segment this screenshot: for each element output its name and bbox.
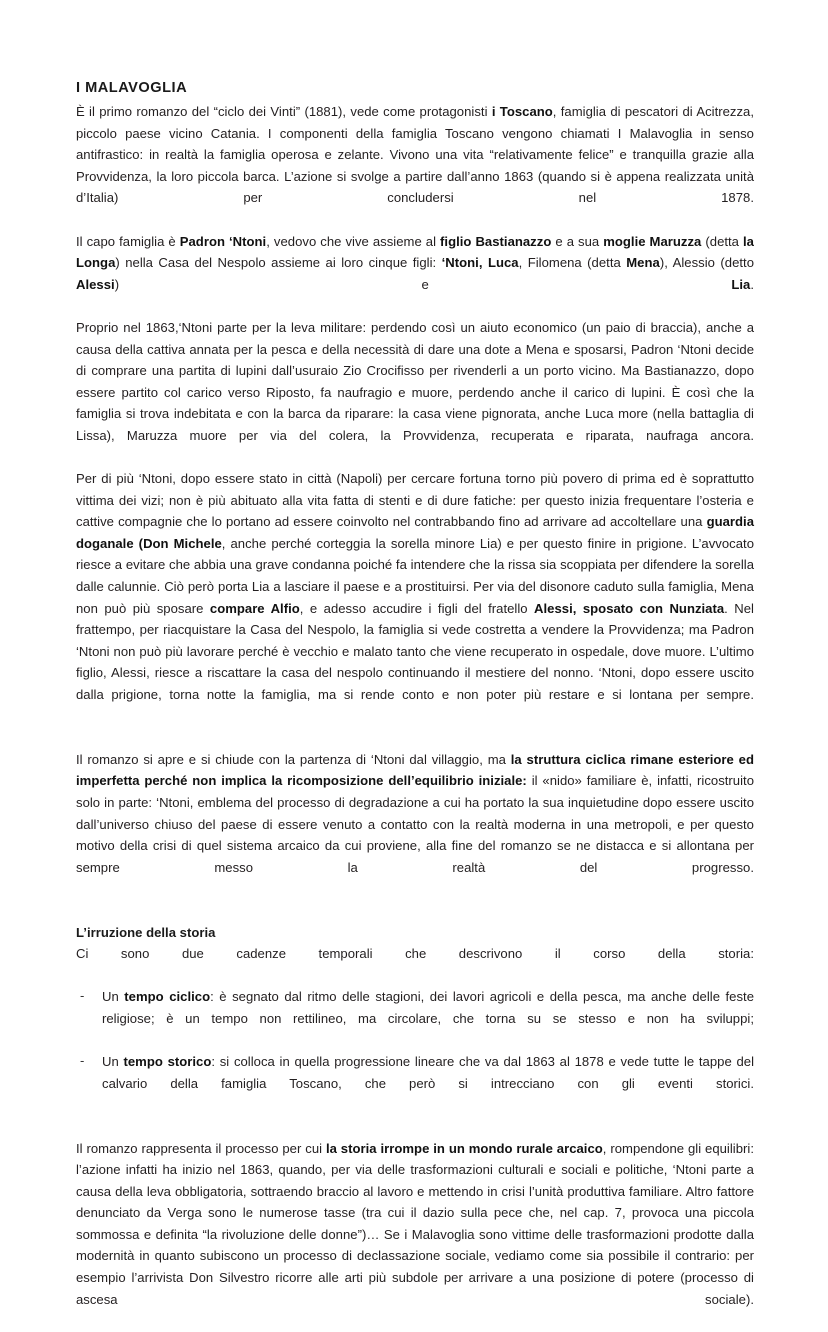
temporal-cadence-list	[76, 986, 754, 1116]
paragraph: È il primo romanzo del “ciclo dei Vinti” (1881), vede come protagonisti i Toscano, famiglia di pescatori di Acitrezza, piccolo paese vicino Catania. I componenti della famiglia Toscano vengono chiamati I Malavoglia in senso antifrastico: in realtà la famiglia operosa e zelante. Vivono una vita “relativamente felice” e tranquilla grazie alla Provvidenza, la loro piccola barca. L’azione si svolge a partire dall’anno 1863 (quando si è appena realizzata unità d’Italia) per concludersi nel 1878.	[76, 104, 754, 206]
document-body	[76, 78, 754, 1332]
emphasis-text: la Longa	[76, 233, 754, 271]
emphasis-text: i Toscano	[491, 104, 553, 119]
emphasis-text: tempo ciclico	[124, 989, 211, 1005]
emphasis-text: la storia irrompe in un mondo rurale arcaico	[325, 1140, 603, 1156]
paragraph: Per di più ‘Ntoni, dopo essere stato in città (Napoli) per cercare fortuna torno più povero di prima ed è soprattutto vittima dei vizi; non è più abituato alla vita fatta di stenti e di dure fatiche: per questo inizia frequentare l’osteria e cattive compagnie che lo portano ad essere coinvolto nel contrabbando fino ad arrivare ad accoltellare una guardia doganale (Don Michele, anche perché corteggia la sorella minore Lia) e per questo finire in prigione. L’avvocato riesce a evitare che abbia una grave condanna poiché fa intendere che la rissa sia scoppiata per difendere la sorella dalle calunnie. Ciò però porta Lia a lasciare il paese e a prostituirsi. Per via del disonore caduto sulla famiglia, Mena non può più sposare compare Alfio, e adesso accudire i figli del fratello Alessi, sposato con Nunziata. Nel frattempo, per riacquistare la Casa del Nespolo, la famiglia si vede costretta a vendere la Provvidenza; ma Padron ‘Ntoni non può più lavorare perché è vecchio e malato tanto che viene recuperato in ospedale, dove muore. L’ultimo figlio, Alessi, riesce a riscattare la casa del nespolo continuando il mestiere del nonno. ‘Ntoni, dopo essere uscito dalla prigione, torna notte la famiglia, ma si rende conto e non poter più restare e si lontana per sempre.	[76, 471, 754, 703]
emphasis-text: Alessi	[76, 276, 115, 292]
closing-paragraph: Il romanzo rappresenta il processo per cui la storia irrompe in un mondo rurale arcaico, rompendone gli equilibri: l’azione infatti ha inizio nel 1863, quando, per via delle trasformazioni culturali e sociali e politiche, ‘Ntoni parte a causa della leva obbligatoria, sottraendo braccio al lavoro e mettendo in crisi l’unità produttiva familiare. Altro fattore denunciato da Verga sono le numerose tasse (tra cui il dazio sulla pece che, nel cap. 7, provoca una piccola sommossa e definita “la rivoluzione delle donne”)… Se i Malavoglia sono vittime delle trasformazioni prodotte dalla modernità in quanto subiscono un processo di declassazione sociale, vediamo come sia possibile il contrario: per esempio l’arrivista Don Silvestro ricorre alle arti più subdole per arrivare a una posizione di potere (processo di ascesa sociale).	[76, 1140, 754, 1307]
emphasis-text: la struttura ciclica rimane esteriore ed imperfetta perché non implica la ricomposizione dell’equilibrio iniziale:	[76, 751, 754, 789]
dash-bullet-icon: -	[80, 1053, 85, 1069]
narrative-paragraphs	[76, 101, 754, 900]
section-intro-line: Ci sono due cadenze temporali che descrivono il corso della storia:	[76, 946, 754, 962]
paragraph: Il romanzo si apre e si chiude con la partenza di ‘Ntoni dal villaggio, ma la struttura ciclica rimane esteriore ed imperfetta perché non implica la ricomposizione dell’equilibrio iniziale: il «nido» familiare è, infatti, ricostruito solo in parte: ‘Ntoni, emblema del processo di degradazione a cui ha portato la sua inquietudine dopo essere uscito dall’universo chiuso del paese di essere venuto a contatto con la realtà moderna in una metropoli, e per questo motivo della crisi di quel sistema arcaico da cui proviene, alla fine del romanzo se ne distacca e si allontana per sempre messo la realtà del progresso.	[76, 751, 754, 875]
emphasis-text: guardia doganale (Don Michele	[76, 514, 754, 551]
emphasis-text: tempo storico	[123, 1054, 212, 1070]
emphasis-text: Lia	[731, 276, 751, 292]
closing-paragraph-container	[76, 1138, 754, 1332]
page-title: I MALAVOGLIA	[76, 80, 188, 96]
emphasis-text: moglie Maruzza	[603, 233, 702, 249]
list-item: - Un tempo storico: si colloca in quella progressione lineare che va dal 1863 al 1878 e vede tutte le tappe del calvario della famiglia Toscano, che però si intrecciano con gli eventi storici.	[76, 1051, 754, 1116]
emphasis-text: Padron ‘Ntoni	[179, 233, 267, 249]
emphasis-text: ‘Ntoni, Luca	[441, 255, 519, 271]
emphasis-text: Mena	[626, 255, 660, 271]
emphasis-text: Alessi, sposato con Nunziata	[534, 600, 725, 616]
paragraph: Il capo famiglia è Padron ‘Ntoni, vedovo che vive assieme al figlio Bastianazzo e a sua moglie Maruzza (detta la Longa) nella Casa del Nespolo assieme ai loro cinque figli: ‘Ntoni, Luca, Filomena (detta Mena), Alessio (detto Alessi) e Lia.	[76, 233, 754, 292]
list-item: - Un tempo ciclico: è segnato dal ritmo delle stagioni, dei lavori agricoli e della pesca, ma anche delle feste religiose; è un tempo non rettilineo, ma circolare, che torna su se stesso e non ha sviluppi;	[76, 986, 754, 1051]
dash-bullet-icon: -	[80, 988, 85, 1004]
paragraph: Proprio nel 1863,‘Ntoni parte per la leva militare: perdendo così un aiuto economico (un paio di braccia), anche a causa della cattiva annata per la pesca e della necessità di dare una dote a Mena e sposarsi, Padron ‘Ntoni decide di comprare una partita di lupini dall’usuraio Zio Crocifisso per rivenderli a un porto vicino. Ma Bastianazzo, dopo essere partito col carico verso Riposto, fa naufragio e muore, perdendo anche il carico di lupini. È così che la famiglia si trova indebitata e con la barca da riparare: la casa viene pignorata, anche Luca more (nella battaglia di Lissa), Maruzza muore per via del colera, la Provvidenza, recuperata e riparata, naufraga ancora.	[76, 319, 754, 443]
section-heading: L’irruzione della storia	[76, 924, 216, 940]
emphasis-text: figlio Bastianazzo	[440, 233, 552, 249]
emphasis-text: compare Alfio	[209, 600, 300, 616]
